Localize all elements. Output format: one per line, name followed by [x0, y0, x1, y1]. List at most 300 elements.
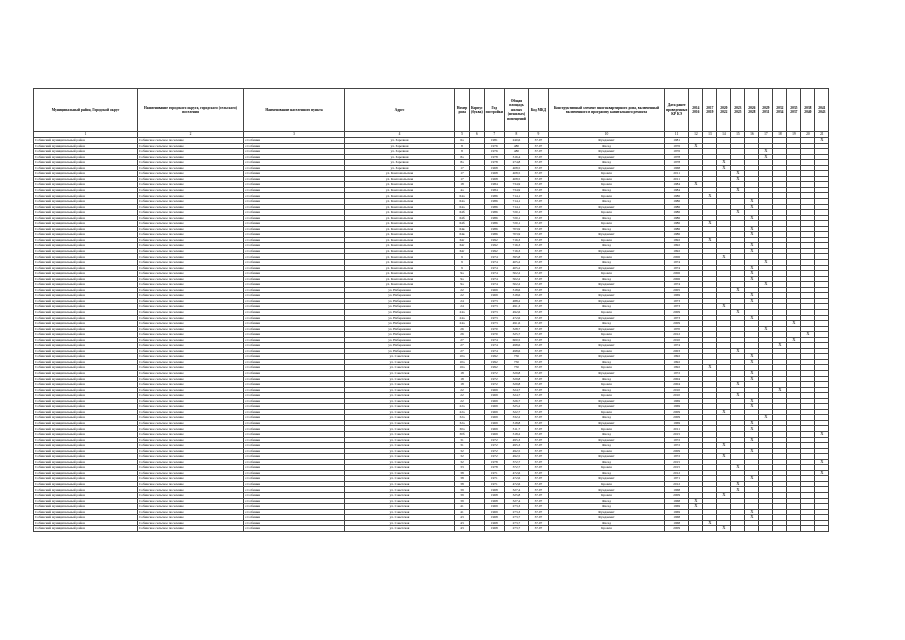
period-mark: X [717, 165, 731, 171]
year-built-cell: 1978 [484, 160, 504, 166]
district-cell: Собинский муниципальный район [34, 420, 138, 426]
locality-cell: с.Собинки [244, 160, 345, 166]
area-cell: 714,1 [504, 199, 528, 205]
locality-cell: с.Собинки [244, 182, 345, 188]
area-cell: 324,7 [504, 393, 528, 399]
period-mark: X [759, 282, 773, 288]
element-cell: Фундамент [548, 454, 664, 460]
locality-cell: с.Собинки [244, 243, 345, 249]
period-mark: X [745, 315, 759, 321]
period-cell [759, 526, 773, 532]
element-cell: Фундамент [548, 248, 664, 254]
district-cell: Собинский муниципальный район [34, 359, 138, 365]
address-cell: ул. Советская [345, 470, 455, 476]
year-built-cell: 1992 [484, 354, 504, 360]
settlement-cell: Собинское сельское поселение [138, 415, 244, 421]
period-mark: X [731, 487, 745, 493]
column-header: Дата ранее проведенных КР КЭ [664, 89, 688, 132]
period-mark: X [731, 176, 745, 182]
house-number-cell: 31 [455, 443, 470, 449]
period-mark: X [745, 204, 759, 210]
locality-cell: с.Собинки [244, 271, 345, 277]
locality-cell: с.Собинки [244, 443, 345, 449]
address-cell: ул. Комсомольская [345, 276, 455, 282]
element-cell: Фундамент [548, 476, 664, 482]
element-cell: Фасад [548, 276, 664, 282]
element-cell: Фасад [548, 470, 664, 476]
column-header: 2041 2043 [815, 89, 829, 132]
period-mark: X [717, 254, 731, 260]
element-cell: Кровля [548, 348, 664, 354]
element-cell: Фундамент [548, 515, 664, 521]
locality-cell: с.Собинки [244, 348, 345, 354]
address-cell: ул. Советская [345, 382, 455, 388]
locality-cell: с.Собинки [244, 237, 345, 243]
house-number-cell: 30б [455, 431, 470, 437]
repair-date-cell: 1974 [664, 260, 688, 266]
house-number-cell: 64а [455, 204, 470, 210]
address-cell: ул. Комсомольская [345, 187, 455, 193]
settlement-cell: Собинское сельское поселение [138, 204, 244, 210]
area-cell: 502,2 [504, 271, 528, 277]
column-number: 11 [664, 132, 688, 138]
area-cell: 408,5 [504, 176, 528, 182]
area-cell: 491,3 [504, 304, 528, 310]
settlement-cell: Собинское сельское поселение [138, 143, 244, 149]
address-cell: ул. Советская [345, 526, 455, 532]
locality-cell: с.Собинки [244, 520, 345, 526]
period-cell [745, 526, 759, 532]
area-cell: 492,5 [504, 448, 528, 454]
period-mark: X [773, 343, 787, 349]
year-built-cell: 1986 [484, 232, 504, 238]
house-number-cell: 32а [455, 420, 470, 426]
area-cell: 716,3 [504, 243, 528, 249]
repair-date-cell: 2009 [664, 309, 688, 315]
district-cell: Собинский муниципальный район [34, 187, 138, 193]
area-cell: 325,8 [504, 493, 528, 499]
locality-cell: с.Собинки [244, 254, 345, 260]
district-cell: Собинский муниципальный район [34, 176, 138, 182]
period-mark: X [717, 160, 731, 166]
element-cell: Фасад [548, 160, 664, 166]
settlement-cell: Собинское сельское поселение [138, 321, 244, 327]
repair-date-cell: 2009 [664, 409, 688, 415]
locality-cell: с.Собинки [244, 309, 345, 315]
area-cell: 750 [504, 354, 528, 360]
area-cell: 328,7 [504, 326, 528, 332]
year-built-cell: 1971 [484, 481, 504, 487]
house-number-cell: 24а [455, 321, 470, 327]
house-number-cell: 64г [455, 248, 470, 254]
repair-date-cell: 2006 [664, 254, 688, 260]
district-cell: Собинский муниципальный район [34, 348, 138, 354]
period-mark: X [745, 243, 759, 249]
year-built-cell: 1972 [484, 437, 504, 443]
locality-cell: с.Собинки [244, 515, 345, 521]
period-mark: X [787, 321, 801, 327]
repair-date-cell: 1968 [664, 520, 688, 526]
area-cell: 720,1 [504, 221, 528, 227]
address-cell: ул. Советская [345, 420, 455, 426]
address-cell: ул. Комсомольская [345, 215, 455, 221]
district-cell: Собинский муниципальный район [34, 304, 138, 310]
address-cell: ул. Заречная [345, 138, 455, 144]
element-cell: Фундамент [548, 354, 664, 360]
mkd-code-cell: 37.07 [528, 154, 548, 160]
locality-cell: с.Собинки [244, 321, 345, 327]
house-number-cell: 17 [455, 165, 470, 171]
locality-cell: с.Собинки [244, 326, 345, 332]
address-cell: ул. Советская [345, 409, 455, 415]
area-cell: 318,2 [504, 431, 528, 437]
house-number-cell: 31 [455, 437, 470, 443]
area-cell: 492,5 [504, 454, 528, 460]
mkd-code-cell: 37.07 [528, 321, 548, 327]
period-mark: X [815, 431, 829, 437]
year-built-cell: 1972 [484, 448, 504, 454]
repair-date-cell: 2009 [664, 415, 688, 421]
address-cell: ул. Комсомольская [345, 204, 455, 210]
repair-date-cell: 1986 [664, 226, 688, 232]
capital-repair-table [33, 88, 829, 532]
district-cell: Собинский муниципальный район [34, 160, 138, 166]
period-mark: X [745, 354, 759, 360]
house-number-cell: 16а [455, 365, 470, 371]
element-cell: Фундамент [548, 398, 664, 404]
house-number-cell: 22а [455, 404, 470, 410]
address-cell: ул. Комсомольская [345, 265, 455, 271]
address-cell: ул. Комсомольская [345, 199, 455, 205]
address-cell: ул. Комсомольская [345, 237, 455, 243]
house-number-cell: 9 [455, 265, 470, 271]
period-mark: X [731, 393, 745, 399]
settlement-cell: Собинское сельское поселение [138, 160, 244, 166]
settlement-cell: Собинское сельское поселение [138, 232, 244, 238]
locality-cell: с.Собинки [244, 332, 345, 338]
mkd-code-cell: 37.07 [528, 520, 548, 526]
house-number-cell: 30а [455, 426, 470, 432]
address-cell: ул. Комсомольская [345, 243, 455, 249]
area-cell: 495,3 [504, 437, 528, 443]
house-number-cell: 64г [455, 237, 470, 243]
house-number-cell: 38 [455, 481, 470, 487]
element-cell: Фасад [548, 337, 664, 343]
column-number: 17 [759, 132, 773, 138]
repair-date-cell: 2009 [664, 321, 688, 327]
locality-cell: с.Собинки [244, 370, 345, 376]
area-cell: 326,7 [504, 398, 528, 404]
year-built-cell: 1978 [484, 154, 504, 160]
column-number: 18 [773, 132, 787, 138]
house-number-cell: 64г [455, 243, 470, 249]
address-cell: ул. Советская [345, 443, 455, 449]
address-cell: ул. Комсомольская [345, 221, 455, 227]
house-number-cell: 18 [455, 382, 470, 388]
house-number-cell: 10а [455, 359, 470, 365]
settlement-cell: Собинское сельское поселение [138, 176, 244, 182]
period-mark: X [703, 221, 717, 227]
district-cell: Собинский муниципальный район [34, 470, 138, 476]
mkd-code-cell: 37.07 [528, 365, 548, 371]
address-cell: ул. Заречная [345, 149, 455, 155]
district-cell: Собинский муниципальный район [34, 487, 138, 493]
repair-date-cell: 2004 [664, 382, 688, 388]
mkd-code-cell: 37.07 [528, 254, 548, 260]
house-number-cell: 8 [455, 143, 470, 149]
repair-date-cell: 1992 [664, 243, 688, 249]
area-cell: 273,3 [504, 504, 528, 510]
area-cell: 498,6 [504, 348, 528, 354]
year-built-cell: 1970 [484, 326, 504, 332]
period-mark: X [759, 415, 773, 421]
year-built-cell: 1969 [484, 409, 504, 415]
locality-cell: с.Собинки [244, 365, 345, 371]
period-mark: X [745, 276, 759, 282]
repair-date-cell: 1973 [664, 298, 688, 304]
settlement-cell: Собинское сельское поселение [138, 276, 244, 282]
mkd-code-cell: 37.07 [528, 487, 548, 493]
settlement-cell: Собинское сельское поселение [138, 487, 244, 493]
period-mark: X [731, 210, 745, 216]
settlement-cell: Собинское сельское поселение [138, 287, 244, 293]
locality-cell: с.Собинки [244, 376, 345, 382]
table-body [34, 138, 829, 532]
repair-date-cell: 1986 [664, 210, 688, 216]
district-cell: Собинский муниципальный район [34, 149, 138, 155]
element-cell: Кровля [548, 493, 664, 499]
year-built-cell: 1974 [484, 265, 504, 271]
mkd-code-cell: 37.07 [528, 415, 548, 421]
house-number-cell: 18 [455, 376, 470, 382]
year-built-cell: 1971 [484, 476, 504, 482]
address-cell: ул. Советская [345, 398, 455, 404]
period-mark: X [703, 365, 717, 371]
element-cell: Фасад [548, 520, 664, 526]
period-mark: X [773, 387, 787, 393]
column-header: 2035 2037 [787, 89, 801, 132]
repair-date-cell: 1972 [664, 437, 688, 443]
settlement-cell: Собинское сельское поселение [138, 448, 244, 454]
repair-date-cell: 2003 [664, 348, 688, 354]
period-cell [731, 526, 745, 532]
year-built-cell: 1974 [484, 254, 504, 260]
period-mark: X [689, 498, 703, 504]
year-built-cell: 1974 [484, 271, 504, 277]
address-cell: ул. Комсомольская [345, 271, 455, 277]
locality-cell: с.Собинки [244, 420, 345, 426]
locality-cell: с.Собинки [244, 504, 345, 510]
address-cell: ул. Советская [345, 387, 455, 393]
house-number-cell: 27 [455, 337, 470, 343]
period-mark: X [689, 504, 703, 510]
settlement-cell: Собинское сельское поселение [138, 481, 244, 487]
house-number-cell: 64в [455, 226, 470, 232]
column-number: 1 [34, 132, 138, 138]
district-cell: Собинский муниципальный район [34, 526, 138, 532]
element-cell: Фасад [548, 504, 664, 510]
district-cell: Собинский муниципальный район [34, 315, 138, 321]
district-cell: Собинский муниципальный район [34, 382, 138, 388]
house-number-cell: 38 [455, 476, 470, 482]
address-cell: ул. Советская [345, 498, 455, 504]
district-cell: Собинский муниципальный район [34, 265, 138, 271]
repair-date-cell: 2010 [664, 337, 688, 343]
element-cell: Фундамент [548, 343, 664, 349]
settlement-cell: Собинское сельское поселение [138, 498, 244, 504]
mkd-code-cell: 37.07 [528, 359, 548, 365]
mkd-code-cell: 37.07 [528, 509, 548, 515]
address-cell: ул. Заречная [345, 165, 455, 171]
address-cell: ул. Комсомольская [345, 171, 455, 177]
settlement-cell: Собинское сельское поселение [138, 459, 244, 465]
locality-cell: с.Собинки [244, 493, 345, 499]
district-cell: Собинский муниципальный район [34, 504, 138, 510]
address-cell: ул. Комсомольская [345, 226, 455, 232]
element-cell: Фундамент [548, 204, 664, 210]
mkd-code-cell: 37.07 [528, 271, 548, 277]
area-cell: 325,7 [504, 332, 528, 338]
mkd-code-cell: 37.07 [528, 343, 548, 349]
house-number-cell: 17 [455, 176, 470, 182]
locality-cell: с.Собинки [244, 138, 345, 144]
element-cell: Фундамент [548, 298, 664, 304]
locality-cell: с.Собинки [244, 248, 345, 254]
document-sheet [33, 88, 829, 532]
district-cell: Собинский муниципальный район [34, 199, 138, 205]
settlement-cell: Собинское сельское поселение [138, 359, 244, 365]
house-number-cell: 64б [455, 215, 470, 221]
element-cell: Кровля [548, 393, 664, 399]
mkd-code-cell: 37.07 [528, 143, 548, 149]
district-cell: Собинский муниципальный район [34, 515, 138, 521]
element-cell: Фундамент [548, 293, 664, 299]
house-number-cell: 10а [455, 354, 470, 360]
period-mark: X [731, 309, 745, 315]
year-built-cell: 1969 [484, 293, 504, 299]
column-number: 9 [528, 132, 548, 138]
area-cell: 492,6 [504, 309, 528, 315]
house-number-cell: 39 [455, 498, 470, 504]
district-cell: Собинский муниципальный район [34, 393, 138, 399]
year-built-cell: 1969 [484, 509, 504, 515]
repair-date-cell: 1970 [664, 326, 688, 332]
house-number-cell: 32 [455, 448, 470, 454]
address-cell: ул. Комсомольская [345, 254, 455, 260]
period-mark: X [759, 326, 773, 332]
area-cell: 600,5 [504, 337, 528, 343]
area-cell: 498,6 [504, 343, 528, 349]
area-cell: 720,1 [504, 215, 528, 221]
settlement-cell: Собинское сельское поселение [138, 426, 244, 432]
mkd-code-cell: 37.07 [528, 176, 548, 182]
year-built-cell: 1973 [484, 315, 504, 321]
column-header: Конструктивный элемент многоквартирного дома, включенный включенного в программу капитального ремонта [548, 89, 664, 132]
column-number: 7 [484, 132, 504, 138]
area-cell: 750 [504, 359, 528, 365]
settlement-cell: Собинское сельское поселение [138, 309, 244, 315]
period-cell [801, 526, 815, 532]
area-cell: 720,1 [504, 210, 528, 216]
year-built-cell: 1974 [484, 348, 504, 354]
address-cell: ул. Советская [345, 504, 455, 510]
mkd-code-cell: 37.07 [528, 304, 548, 310]
year-built-cell: 1968 [484, 171, 504, 177]
year-built-cell: 1972 [484, 370, 504, 376]
house-number-cell: 9а [455, 276, 470, 282]
address-cell: ул. Комсомольская [345, 176, 455, 182]
mkd-code-cell: 37.07 [528, 265, 548, 271]
period-mark: X [703, 237, 717, 243]
district-cell: Собинский муниципальный район [34, 226, 138, 232]
address-cell: ул. Советская [345, 404, 455, 410]
locality-cell: с.Собинки [244, 448, 345, 454]
locality-cell: с.Собинки [244, 260, 345, 266]
element-cell: Фундамент [548, 282, 664, 288]
year-built-cell: 1978 [484, 459, 504, 465]
column-header: Наименование городского округа, городского (сельского) поселения [138, 89, 244, 132]
column-number: 21 [815, 132, 829, 138]
settlement-cell: Собинское сельское поселение [138, 509, 244, 515]
column-number: 20 [801, 132, 815, 138]
district-cell: Собинский муниципальный район [34, 298, 138, 304]
year-built-cell: 1992 [484, 243, 504, 249]
repair-date-cell: 1986 [664, 215, 688, 221]
mkd-code-cell: 37.07 [528, 326, 548, 332]
element-cell: Фундамент [548, 165, 664, 171]
area-cell: 703,9 [504, 226, 528, 232]
locality-cell: с.Собинки [244, 143, 345, 149]
settlement-cell: Собинское сельское поселение [138, 387, 244, 393]
house-number-cell: 18 [455, 370, 470, 376]
settlement-cell: Собинское сельское поселение [138, 443, 244, 449]
house-number-cell: 22 [455, 393, 470, 399]
house-number-cell: 41 [455, 504, 470, 510]
address-cell: ул. Советская [345, 481, 455, 487]
house-number-cell: 9 [455, 260, 470, 266]
settlement-cell: Собинское сельское поселение [138, 326, 244, 332]
locality-cell: с.Собинки [244, 265, 345, 271]
repair-date-cell: 1969 [664, 509, 688, 515]
repair-date-cell: 1969 [664, 293, 688, 299]
period-mark: X [745, 271, 759, 277]
mkd-code-cell: 37.07 [528, 387, 548, 393]
house-number-cell: 24 [455, 298, 470, 304]
settlement-cell: Собинское сельское поселение [138, 165, 244, 171]
settlement-cell: Собинское сельское поселение [138, 376, 244, 382]
column-header: 2029 2031 [759, 89, 773, 132]
element-cell: Фасад [548, 187, 664, 193]
mkd-code-cell: 37.07 [528, 398, 548, 404]
district-cell: Собинский муниципальный район [34, 326, 138, 332]
repair-date-cell: 1986 [664, 193, 688, 199]
period-mark: X [717, 409, 731, 415]
column-number: 5 [455, 132, 470, 138]
district-cell: Собинский муниципальный район [34, 509, 138, 515]
period-mark: X [787, 337, 801, 343]
settlement-cell: Собинское сельское поселение [138, 243, 244, 249]
settlement-cell: Собинское сельское поселение [138, 304, 244, 310]
locality-cell: с.Собинки [244, 287, 345, 293]
building-letter-cell [470, 526, 485, 532]
year-built-cell: 1986 [484, 215, 504, 221]
address-cell: ул. Комсомольская [345, 193, 455, 199]
year-built-cell: 1984 [484, 182, 504, 188]
repair-date-cell: 1973 [664, 304, 688, 310]
area-cell: 327,4 [504, 498, 528, 504]
period-mark: X [745, 248, 759, 254]
locality-cell: с.Собинки [244, 465, 345, 471]
